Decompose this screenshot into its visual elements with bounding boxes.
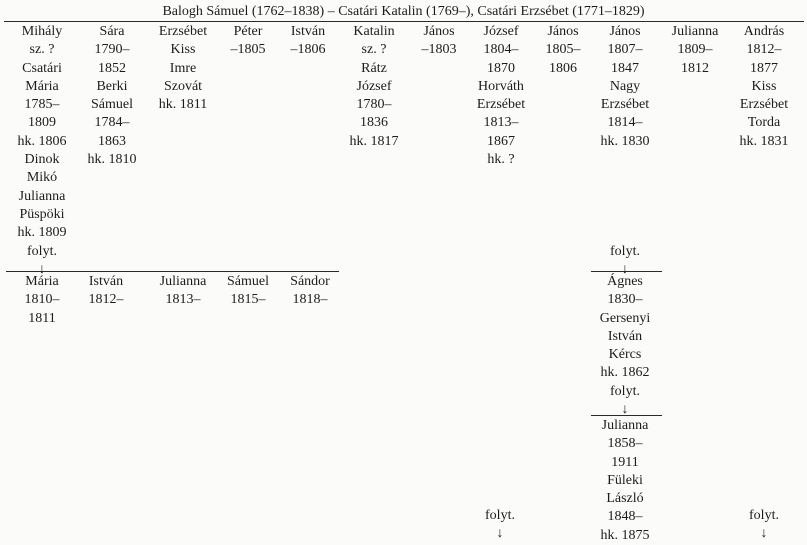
child-column-mihaly xyxy=(16,23,68,279)
child-column-mihaly-line: Püspöki xyxy=(19,206,65,222)
child-column-katalin-line: 1780– xyxy=(356,97,392,113)
child-column-janos-1807-line: Nagy xyxy=(609,78,641,94)
child-column-sara-line: 1852 xyxy=(98,60,126,76)
child-column-janos-1807-line xyxy=(592,188,658,206)
child-column-janos-1807-line: ↓ xyxy=(621,261,629,277)
continued-marker-andras-line: folyt. xyxy=(749,508,779,523)
continued-marker-andras xyxy=(736,507,792,543)
great-grandchild-column-julianna xyxy=(592,417,658,545)
child-column-janos-1806-line: 1805– xyxy=(545,42,581,58)
child-column-jozsef-line: József xyxy=(483,24,519,39)
grandchild-column-istvan-line: István xyxy=(88,274,124,289)
child-column-janos-1807-line: 1807– xyxy=(607,42,643,58)
janos-descendants-rule xyxy=(591,271,662,272)
child-column-andras-line: 1877 xyxy=(750,60,778,76)
child-column-andras-line: Kiss xyxy=(751,78,777,94)
child-column-mihaly-line: hk. 1806 xyxy=(17,133,67,149)
child-column-andras xyxy=(733,23,795,151)
child-column-erzsebet-line: Erzsébet xyxy=(158,24,208,39)
child-column-katalin-line: hk. 1817 xyxy=(349,133,399,149)
grandchild-column-samuel xyxy=(220,273,276,310)
child-column-janos-1807-line xyxy=(592,224,658,242)
child-column-janos-1806-line: János xyxy=(547,24,579,39)
continued-marker-jozsef xyxy=(472,507,528,543)
child-column-julianna xyxy=(664,23,726,78)
child-column-erzsebet-line: Imre xyxy=(169,60,197,76)
child-column-katalin xyxy=(341,23,407,151)
grandchild-column-samuel-line: Sámuel xyxy=(227,274,269,289)
child-column-sara-line: Berki xyxy=(96,78,128,94)
grandchild-column-agnes-line: Ágnes xyxy=(607,274,643,289)
child-column-istvan-line: István xyxy=(290,24,326,39)
child-column-jozsef-line: 1813– xyxy=(483,115,519,131)
grandchild-column-agnes-line: Kércs xyxy=(608,347,642,363)
grandchild-column-julianna-line: 1813– xyxy=(165,292,201,308)
grandchild-column-sandor-line: Sándor xyxy=(290,274,330,289)
child-column-katalin-line: 1836 xyxy=(360,115,388,131)
child-column-sara-line: 1784– xyxy=(94,115,130,131)
grandchild-column-sandor xyxy=(283,273,337,310)
child-column-janos-1803 xyxy=(413,23,465,60)
grandchild-column-sandor-line: 1818– xyxy=(292,292,328,308)
child-column-mihaly-line: Dinok xyxy=(24,152,60,168)
child-column-andras-line: hk. 1831 xyxy=(739,133,789,149)
grandchild-column-agnes xyxy=(592,273,658,419)
child-column-sara-line: Sámuel xyxy=(91,97,133,113)
grandchild-column-agnes-line: 1830– xyxy=(607,292,643,308)
child-column-sara-line: hk. 1810 xyxy=(87,152,137,168)
title-rule xyxy=(4,21,804,22)
child-column-janos-1807-line xyxy=(592,169,658,187)
continued-marker-jozsef-line: folyt. xyxy=(485,508,515,523)
child-column-julianna-line: 1812 xyxy=(681,60,709,76)
child-column-katalin-line: József xyxy=(356,78,392,94)
child-column-istvan-line: –1806 xyxy=(290,42,326,58)
child-column-mihaly-line: Mikó xyxy=(26,170,58,186)
child-column-katalin-line: Rátz xyxy=(361,60,387,76)
grandchild-column-maria xyxy=(16,273,68,328)
page-title: Balogh Sámuel (1762–1838) – Csatári Katalin (1769–), Csatári Erzsébet (1771–1829) xyxy=(162,4,645,19)
child-column-jozsef-line: 1804– xyxy=(483,42,519,58)
child-column-mihaly-line: ↓ xyxy=(38,261,46,277)
child-column-sara-line: 1863 xyxy=(98,133,126,149)
child-column-janos-1807-line xyxy=(592,151,658,169)
child-column-sara-line: Sára xyxy=(99,24,125,39)
child-column-peter-line: Péter xyxy=(233,24,263,39)
continued-marker-jozsef-line: ↓ xyxy=(496,526,504,541)
child-column-janos-1807-line: 1847 xyxy=(611,60,639,76)
great-grandchild-column-julianna-line: 1911 xyxy=(611,454,639,470)
child-column-erzsebet-line: Kiss xyxy=(170,42,196,58)
grandchild-column-agnes-line: ↓ xyxy=(621,402,629,418)
child-column-sara-line: 1790– xyxy=(94,42,130,58)
child-column-andras-line: 1812– xyxy=(746,42,782,58)
child-column-janos-1807-line: János xyxy=(609,24,641,39)
grandchild-column-agnes-line: folyt. xyxy=(610,383,640,399)
child-column-janos-1807-line xyxy=(592,206,658,224)
continued-marker-andras-line: ↓ xyxy=(760,526,768,541)
child-column-andras-line: Erzsébet xyxy=(739,97,789,113)
child-column-janos-1807-line: folyt. xyxy=(610,243,640,259)
child-column-istvan xyxy=(281,23,335,60)
agnes-descendants-rule xyxy=(591,415,662,416)
child-column-janos-1807-line: Erzsébet xyxy=(600,97,650,113)
great-grandchild-column-julianna-line: 1848– xyxy=(607,509,643,525)
child-column-janos-1807-line: hk. 1830 xyxy=(600,133,650,149)
child-column-mihaly-line: Julianna xyxy=(18,188,66,204)
child-column-jozsef-line: Horváth xyxy=(478,78,524,94)
grandchild-column-maria-line: Mária xyxy=(25,274,59,289)
child-column-mihaly-line: sz. ? xyxy=(29,42,55,58)
child-column-katalin-line: sz. ? xyxy=(361,42,387,58)
child-column-erzsebet-line: Szovát xyxy=(163,78,203,94)
child-column-mihaly-line: Mária xyxy=(25,78,59,94)
grandchild-column-istvan-line: 1812– xyxy=(88,292,124,308)
child-column-mihaly-line: Csatári xyxy=(22,60,62,76)
child-column-erzsebet-line: hk. 1811 xyxy=(158,97,208,113)
child-column-erzsebet xyxy=(152,23,214,114)
child-column-andras-line: Torda xyxy=(747,115,781,131)
grandchild-column-julianna xyxy=(152,273,214,310)
child-column-mihaly-line: 1809 xyxy=(28,115,56,131)
child-column-jozsef-line: hk. ? xyxy=(487,152,515,168)
child-column-jozsef-line: 1870 xyxy=(487,60,515,76)
child-column-julianna-line: Julianna xyxy=(671,24,719,39)
child-column-sara xyxy=(86,23,138,169)
grandchild-column-agnes-line: hk. 1862 xyxy=(600,365,650,381)
child-column-peter xyxy=(223,23,273,60)
grandchild-column-istvan xyxy=(80,273,132,310)
child-column-jozsef-line: Erzsébet xyxy=(476,97,526,113)
child-column-katalin-line: Katalin xyxy=(353,24,395,39)
child-column-mihaly-line: 1785– xyxy=(24,97,60,113)
child-column-jozsef-line: 1867 xyxy=(487,133,515,149)
child-column-janos-1807-line: 1814– xyxy=(607,115,643,131)
grandchild-column-julianna-line: Julianna xyxy=(159,274,207,289)
child-column-mihaly-line: hk. 1809 xyxy=(17,225,67,241)
child-column-mihaly-line: folyt. xyxy=(27,243,57,259)
grandchild-column-agnes-line: István xyxy=(607,328,643,344)
great-grandchild-column-julianna-line: Julianna xyxy=(601,418,649,433)
child-column-janos-1807 xyxy=(592,23,658,279)
child-column-peter-line: –1805 xyxy=(230,42,266,58)
child-column-julianna-line: 1809– xyxy=(677,42,713,58)
child-column-jozsef xyxy=(468,23,534,169)
child-column-janos-1803-line: János xyxy=(423,24,455,39)
child-column-janos-1806-line: 1806 xyxy=(549,60,577,76)
great-grandchild-column-julianna-line: 1858– xyxy=(607,436,643,452)
child-column-mihaly-line: Mihály xyxy=(21,24,63,39)
mihaly-descendants-rule xyxy=(6,271,339,272)
grandchild-column-agnes-line: Gersenyi xyxy=(599,310,651,326)
child-column-janos-1806 xyxy=(538,23,588,78)
grandchild-column-samuel-line: 1815– xyxy=(230,292,266,308)
child-column-andras-line: András xyxy=(743,24,785,39)
great-grandchild-column-julianna-line: László xyxy=(606,491,644,507)
child-column-janos-1803-line: –1803 xyxy=(421,42,457,58)
grandchild-column-maria-line: 1810– xyxy=(24,292,60,308)
great-grandchild-column-julianna-line: hk. 1875 xyxy=(600,527,650,543)
grandchild-column-maria-line: 1811 xyxy=(28,310,56,326)
great-grandchild-column-julianna-line: Füleki xyxy=(607,472,643,488)
